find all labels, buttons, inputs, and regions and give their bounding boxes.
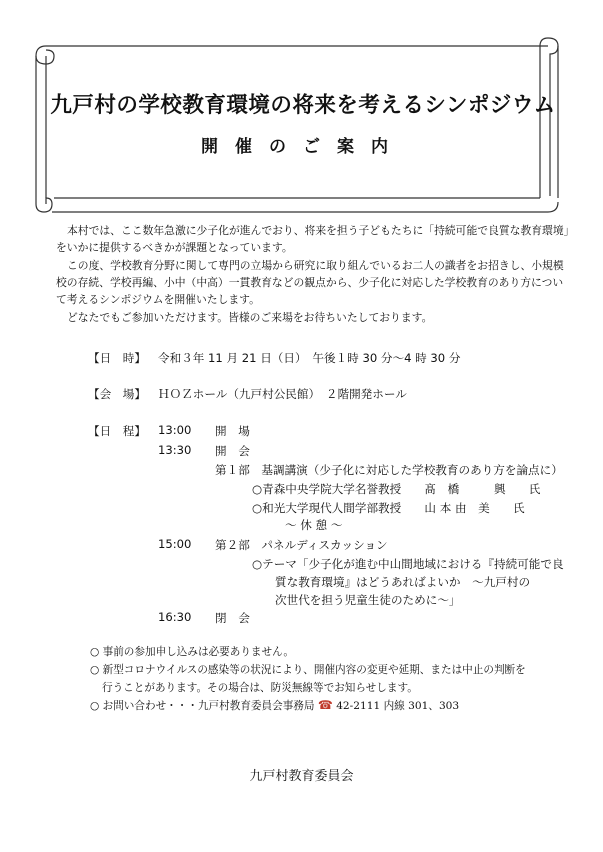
page-title: 九戸村の学校教育環境の将来を考えるシンポジウム [50,93,556,118]
schedule-event: 開 会 [215,444,250,458]
phone-icon: ☎ [317,698,333,712]
intro-line: て考えるシンポジウムを開催いたします。 [56,293,260,306]
intro-line: どなたでもご参加いただけます。皆様のご来場をお待ちいたしております。 [67,311,433,324]
schedule-event: 開 場 [215,424,250,438]
schedule-time: 16:30 [158,610,192,624]
part1-title: 第１部 基調講演（少子化に対応した学校教育のあり方を論点に） [215,463,563,477]
schedule-event: 閉 会 [215,611,250,625]
venue-value: ＨＯＺホール（九戸村公民館） ２階開発ホール [158,387,407,401]
theme-line: 質な教育環境』はどうあればよいか ～九戸村の [275,575,531,589]
intro-line: 本村では、ここ数年急激に少子化が進んでおり、将来を担う子どもたちに「持続可能で良質な教育環境」 [67,224,575,237]
note-contact [90,698,459,713]
schedule-time: 13:00 [158,423,192,437]
scroll-banner [28,28,576,214]
date-label: 【日 時】 [88,351,146,365]
intro-line: 校の存続、学校再編、小中（中高）一貫教育などの観点から、少子化に対応した学校教育のあり方につい [56,276,564,289]
part2-title: 第２部 パネルディスカッション [215,538,388,552]
schedule-label: 【日 程】 [88,424,146,438]
theme-line: ○テーマ「少子化が進む中山間地域における『持続可能で良 [252,557,564,571]
intro-line: この度、学校教育分野に関して専門の立場から研究に取り組んでいるお二人の識者をお招きし、小規模 [67,259,564,272]
break-label: ～ 休 憩 ～ [285,518,343,532]
page-subtitle: 開催のご案内 [201,137,405,157]
note-covid-cont: 行うことがあります。その場合は、防災無線等でお知らせします。 [102,682,418,694]
note-covid: ○ 新型コロナウイルスの感染等の状況により、開催内容の変更や延期、または中止の判断を [90,664,526,676]
date-value: 令和３年 11 月 21 日（日） 午後１時 30 分～4 時 30 分 [158,351,461,365]
intro-line: をいかに提供するべきかが課題となっています。 [56,241,293,254]
note-registration: ○ 事前の参加申し込みは必要ありません。 [90,646,294,658]
organizer: 九戸村教育委員会 [249,769,354,784]
schedule-time: 13:30 [158,443,192,457]
theme-line: 次世代を担う児童生徒のために～」 [275,593,461,607]
contact-label: ○ お問い合わせ・・・九戸村教育委員会事務局 [90,700,315,712]
venue-label: 【会 場】 [88,387,146,401]
speaker-1: ○青森中央学院大学名誉教授 髙 橋 興 氏 [252,482,541,496]
schedule-time: 15:00 [158,537,192,551]
speaker-2: ○和光大学現代人間学部教授 山 本 由 美 氏 [252,501,525,515]
contact-phone: 42-2111 内線 301、303 [336,700,460,712]
